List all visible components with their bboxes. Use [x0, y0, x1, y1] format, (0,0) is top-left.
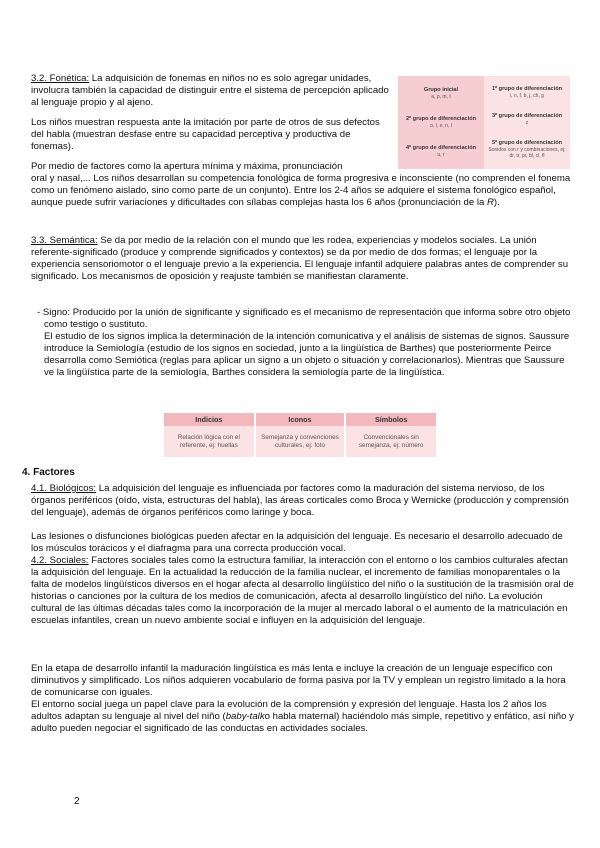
sociales-text-3a: El entorno social juega un papel clave para la evolución de la comprensión y expresión del lenguaje. Hasta los 2 años los adultos adaptan su lenguaje al nivel del niño (: [31, 699, 547, 723]
semantica-paragraph-2: El estudio de los signos implica la determinación de la intención comunicativa y el análisis de sistemas de signos. Saussure introduce la Semiología (estudio de los signos en sociedad, junto a la lingüística de Barthes) que posteriormente Peirce desarrolla como Semiótica (reglas para aplicar un signo a un objeto o situación y correlacionarlos). Mientras que Saussure ve la lingüística parte de la semiología, Barthes considera la semiología parte de la lingüística.: [44, 331, 570, 379]
phoneme-group-cell: [492, 86, 562, 98]
phoneme-group-cell: [492, 113, 562, 125]
fonetica-text: La adquisición de fonemas en niños no es solo agregar unidades, involucra también la capacidad de distinguir entre el sistema de percepción aplicado al lenguaje propio y al ajeno.: [31, 73, 389, 109]
sociales-heading: 4.2. Sociales:: [31, 555, 89, 566]
sociales-text-3b: o habla maternal) haciéndolo más simple, repetitivo y enfático, así niño y adulto pueden negociar el significado de las conductas en actividades sociales.: [31, 711, 574, 735]
semantica-heading: 3.3. Semántica:: [31, 235, 98, 246]
phoneme-table-left-column: [398, 76, 484, 169]
phoneme-group-title: 2º grupo de diferenciación: [405, 116, 477, 123]
fonetica-paragraph: [31, 73, 393, 109]
biologicos-paragraph: [31, 483, 574, 519]
page-number: 2: [74, 796, 80, 807]
fonetica-end: ).: [493, 197, 500, 209]
phoneme-group-sounds: Sonidos con r y combinaciones, ej: dr, tr, pr, bl, cl, fl: [488, 146, 566, 159]
header-simbolos: Símbolos: [345, 413, 436, 426]
phoneme-group-title: 3º grupo de diferenciación: [491, 113, 563, 120]
header-iconos: Iconos: [255, 413, 346, 426]
fonetica-paragraph-3b: [31, 173, 574, 209]
phoneme-group-sounds: u, r: [437, 151, 445, 158]
baby-talk-term: baby-talk: [225, 711, 265, 723]
fonetica-paragraph-3a: Por medio de factores como la apertura mínima y máxima, pronunciación: [31, 161, 343, 172]
phoneme-group-cell: [406, 116, 476, 128]
sign-types-header-row: [164, 413, 436, 426]
phoneme-group-sounds: a, p, m, t: [431, 93, 451, 100]
phoneme-table-right-column: [484, 76, 570, 169]
fonetica-r: R: [486, 197, 494, 209]
biologicos-heading: 4.1. Biológicos:: [31, 483, 97, 494]
sociales-text: Factores sociales tales como la estructura familiar, la interacción con el entorno o los cambios culturales afectan la adquisición del lenguaje. En la actualidad la reducción de la familia nuclear, el incremento de familias monoparentales o la falta de modelos lingüísticos diversos en el hogar afecta al desarrollo lingüístico del niño o la sustitución de la trasmisión oral de historias o canciones por la cultura de los medios de comunicación, afecta al desarrollo lingüístico del niño. La evolución cultural de las últimas décadas tales como la incorporación de la mujer al mercado laboral o el aumento de la matriculación en escuelas infantiles, crean un nuevo ambiente social e influyen en la adquisición del lenguaje.: [31, 555, 574, 627]
semantica-text: Se da por medio de la relación con el mundo que les rodea, experiencias y modelos sociales. La unión referente-significado (produce y comprende significados y contextos) se da por medio de dos formas; el lenguaje por la experiencia sensoriomotor o el lenguaje previo a la experiencia. El lenguaje infantil adquiere palabras antes de comprender su significado. Los mecanismos de oposición y reajuste también se manifiestan claramente.: [31, 235, 569, 283]
phoneme-group-title: 5º grupo de diferenciación: [491, 140, 563, 147]
sociales-paragraph: [31, 555, 574, 628]
biologicos-text: La adquisición del lenguaje es influenciada por factores como la maduración del sistema nervioso, de los órganos periféricos (oído, vista, estructuras del habla), las áreas corticales como Broca y Wernicke (producción y comprensión del lenguaje), además de órganos periféricos como laringe y boca.: [31, 483, 569, 519]
cell-simbolos: Convencionales sin semejanza, ej: número: [345, 426, 436, 457]
fonetica-heading: 3.2. Fonética:: [31, 73, 90, 84]
cell-indicios: Relación lógica con el referente, ej: huellas: [164, 426, 255, 457]
cell-iconos: Semejanza y convenciones culturales, ej: foto: [255, 426, 346, 457]
phoneme-group-sounds: i, n, f, b, j, ch, g: [510, 92, 544, 99]
phoneme-group-sounds: o, i, e, n, l: [430, 122, 452, 129]
phoneme-group-title: 1º grupo de diferenciación: [491, 86, 563, 93]
phoneme-group-cell: [486, 140, 568, 158]
phoneme-group-title: Grupo inicial: [423, 87, 459, 94]
semantica-paragraph: [31, 235, 574, 283]
header-indicios: Indicios: [164, 413, 255, 426]
sign-types-table: [164, 413, 436, 457]
phoneme-groups-table: [398, 76, 570, 169]
sociales-paragraph-2: En la etapa de desarrollo infantil la maduración lingüística es más lenta e incluye la creación de un lenguaje específico con diminutivos y simplificado. Los niños adquieren vocabulario de forma pasiva por la TV y emplean un registro limitado a la hora de comunicarse con iguales.: [31, 663, 566, 699]
phoneme-group-cell: [406, 145, 476, 157]
biologicos-paragraph-2: Las lesiones o disfunciones biológicas pueden afectar en la adquisición del lenguaje. Es necesario el desarrollo adecuado de los músculos torácicos y el diafragma para una correcta producción vocal.: [31, 531, 563, 555]
sign-types-body-row: [164, 426, 436, 457]
sociales-paragraph-3: [31, 699, 574, 735]
fonetica-text-3b: oral y nasal,... Los niños desarrollan su competencia fonológica de forma progresiva e inconsciente (no comprenden el fonema como un fenómeno aislado, sino como parte de un conjunto). Entre los 2-4 años se adquiere el sistema fonológico español, aunque puede sufrir variaciones y dificultades con sílabas complejas hasta los 6 años (pronunciación de la: [31, 173, 571, 209]
phoneme-group-sounds: z: [525, 119, 529, 126]
factores-heading: 4. Factores: [22, 467, 75, 478]
signo-bullet: - Signo: Producido por la unión de significante y significado es el mecanismo de representación que informa sobre otro objeto como testigo o sustituto.: [37, 307, 571, 331]
phoneme-group-title: 4º grupo de diferenciación: [405, 145, 477, 152]
phoneme-group-cell: [424, 87, 458, 99]
fonetica-paragraph-2: Los niños muestran respuesta ante la imitación por parte de otros de sus defectos del habla (muestran desfase entre su capacidad perceptiva y productiva de fonemas).: [31, 117, 380, 153]
